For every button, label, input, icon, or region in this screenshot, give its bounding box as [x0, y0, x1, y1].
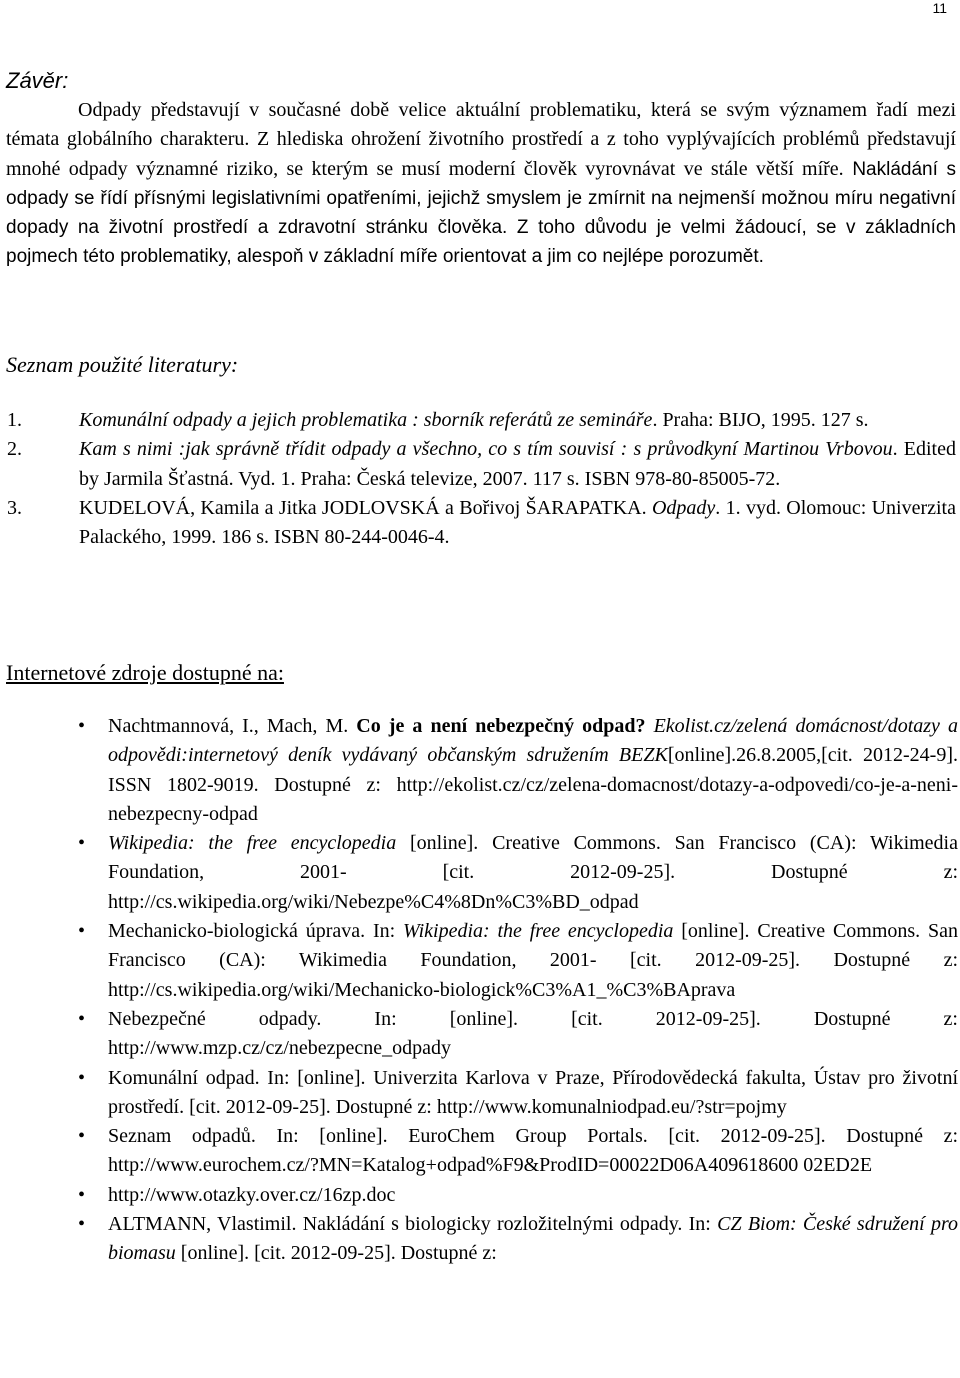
literature-details: . Edited by Jarmila Šťastná. Vyd. 1. Praha: Česká televize, 2007. 117 s. ISBN 978-80-85005-72.: [79, 438, 956, 490]
literature-title: Kam s nimi :jak správně třídit odpady a všechno, co s tím souvisí : s průvodkyní Martinou Vrbovou: [79, 438, 893, 461]
literature-number: 2.: [7, 438, 22, 461]
internet-sources-heading: Internetové zdroje dostupné na:: [6, 660, 284, 685]
conclusion-heading: Závěr:: [6, 68, 69, 93]
internet-sources-list: [80, 712, 958, 1269]
source-title: Co je a není nebezpečný odpad?: [356, 715, 646, 737]
bullet-icon: •: [78, 1213, 86, 1236]
internet-source-item: • Nachtmannová, I., Mach, M. Co je a není nebezpečný odpad? Ekolist.cz/zelená domácnost/dotazy a odpovědi:internetový deník vydávaný občanským sdružením BEZK[online].26.8.2005,[cit. 2012-24-9]. ISSN 1802-9019. Dostupné z: http://ekolist.cz/cz/zelena-domacnost/dotazy-a-odpovedi/co-je-a-neni-nebezpecny-odpad: [80, 712, 958, 829]
source-link[interactable]: [online]. Creative Commons. San Francisco (CA): Wikimedia Foundation, 2001- [cit. 2012-09-25]. Dostupné z: http://cs.wikipedia.org/wiki/Mechanicko-biologick%C3%A1_%C3%BAprava: [108, 920, 958, 1001]
literature-item: [6, 435, 956, 494]
internet-source-item: [80, 1181, 958, 1210]
bullet-icon: •: [78, 1066, 86, 1089]
literature-details: . Praha: BIJO, 1995. 127 s.: [652, 409, 869, 431]
source-link[interactable]: Nebezpečné odpady. In: [online]. [cit. 2012-09-25]. Dostupné z: http://www.mzp.cz/cz/nebezpecne_odpady: [108, 1007, 958, 1060]
bullet-icon: •: [78, 715, 86, 737]
source-link[interactable]: http://www.otazky.over.cz/16zp.doc: [108, 1183, 396, 1206]
internet-source-item: [80, 1122, 958, 1181]
literature-item: [6, 406, 956, 435]
internet-source-item: • ALTMANN, Vlastimil. Nakládání s biologicky rozložitelnými odpady. In: CZ Biom: České sdružení pro biomasu [online]. [cit. 2012-09-25]. Dostupné z:: [80, 1210, 958, 1269]
literature-title: Komunální odpady a jejich problematika : sborník referátů ze semináře: [79, 409, 653, 431]
literature-details: . 1. vyd. Olomouc: Univerzita Palackého, 1999. 186 s. ISBN 80-244-0046-4.: [79, 496, 956, 549]
bullet-icon: •: [78, 920, 86, 943]
internet-source-item: [80, 1005, 958, 1064]
bullet-icon: •: [78, 1125, 86, 1148]
internet-source-item: [80, 1064, 958, 1123]
bullet-icon: •: [78, 1007, 86, 1030]
source-link[interactable]: Seznam odpadů. In: [online]. EuroChem Group Portals. [cit. 2012-09-25]. Dostupné z: http://www.eurochem.cz/?MN=Katalog+odpad%F9&ProdID=00022D06A409618600 02ED2E: [108, 1125, 958, 1177]
source-link[interactable]: Komunální odpad. In: [online]. Univerzita Karlova v Praze, Přírodovědecká fakulta, Ústav pro životní prostředí. [cit. 2012-09-25]. Dostupné z: http://www.komunalniodpad.eu/?str=pojmy: [108, 1066, 958, 1118]
page-number: 11: [932, 0, 947, 16]
source-link[interactable]: [online].26.8.2005,[cit. 2012-24-9]. ISSN 1802-9019. Dostupné z: http://ekolist.cz/cz/zelena-domacnost/dotazy-a-odpovedi/co-je-a-neni-nebezpecny-odpad: [108, 744, 958, 825]
literature-number: 3.: [7, 496, 22, 519]
literature-heading: Seznam použité literatury:: [6, 352, 239, 377]
literature-authors: KUDELOVÁ, Kamila a Jitka JODLOVSKÁ a Bořivoj ŠARAPATKA.: [79, 496, 652, 519]
literature-title: Odpady: [651, 496, 716, 519]
bullet-icon: •: [78, 1183, 86, 1206]
conclusion-text-2: Nakládání s odpady se řídí přísnými legislativními opatřeními, jejichž smyslem je zmírnit na nejmenší možnou míru negativní dopady na životní prostředí a zdravotní stránku člověka. Z toho důvodu je velmi žádoucí, se v základních pojmech této problematiky, alespoň v základní míře orientovat a jim co nejlépe porozumět.: [6, 158, 956, 268]
internet-source-item: • Mechanicko-biologická úprava. In: Wikipedia: the free encyclopedia [online]. Creative Commons. San Francisco (CA): Wikimedia Foundation, 2001- [cit. 2012-09-25]. Dostupné z: http://cs.wikipedia.org/wiki/Mechanicko-biologick%C3%A1_%C3%BAprava: [80, 917, 958, 1005]
source-link[interactable]: [online]. Creative Commons. San Francisco (CA): Wikimedia Foundation, 2001- [cit. 2012-09-25]. Dostupné z: http://cs.wikipedia.org/wiki/Nebezpe%C4%8Dn%C3%BD_odpad: [108, 832, 958, 913]
literature-item: [6, 494, 956, 553]
bullet-icon: •: [78, 832, 86, 855]
conclusion-paragraph: [6, 96, 956, 272]
literature-list: [6, 406, 956, 552]
conclusion-text-1: Odpady představují v současné době velice aktuální problematiku, která se svým významem řadí mezi témata globálního charakteru. Z hlediska ohrožení životního prostředí a z toho vyplývajících problémů představují mnohé odpady významné riziko, se kterým se musí moderní člověk vyrovnávat ve stále větší míře.: [6, 99, 956, 180]
literature-number: 1.: [7, 409, 22, 431]
internet-source-item: • Wikipedia: the free encyclopedia [online]. Creative Commons. San Francisco (CA): Wikimedia Foundation, 2001- [cit. 2012-09-25]. Dostupné z: http://cs.wikipedia.org/wiki/Nebezpe%C4%8Dn%C3%BD_odpad: [80, 829, 958, 917]
